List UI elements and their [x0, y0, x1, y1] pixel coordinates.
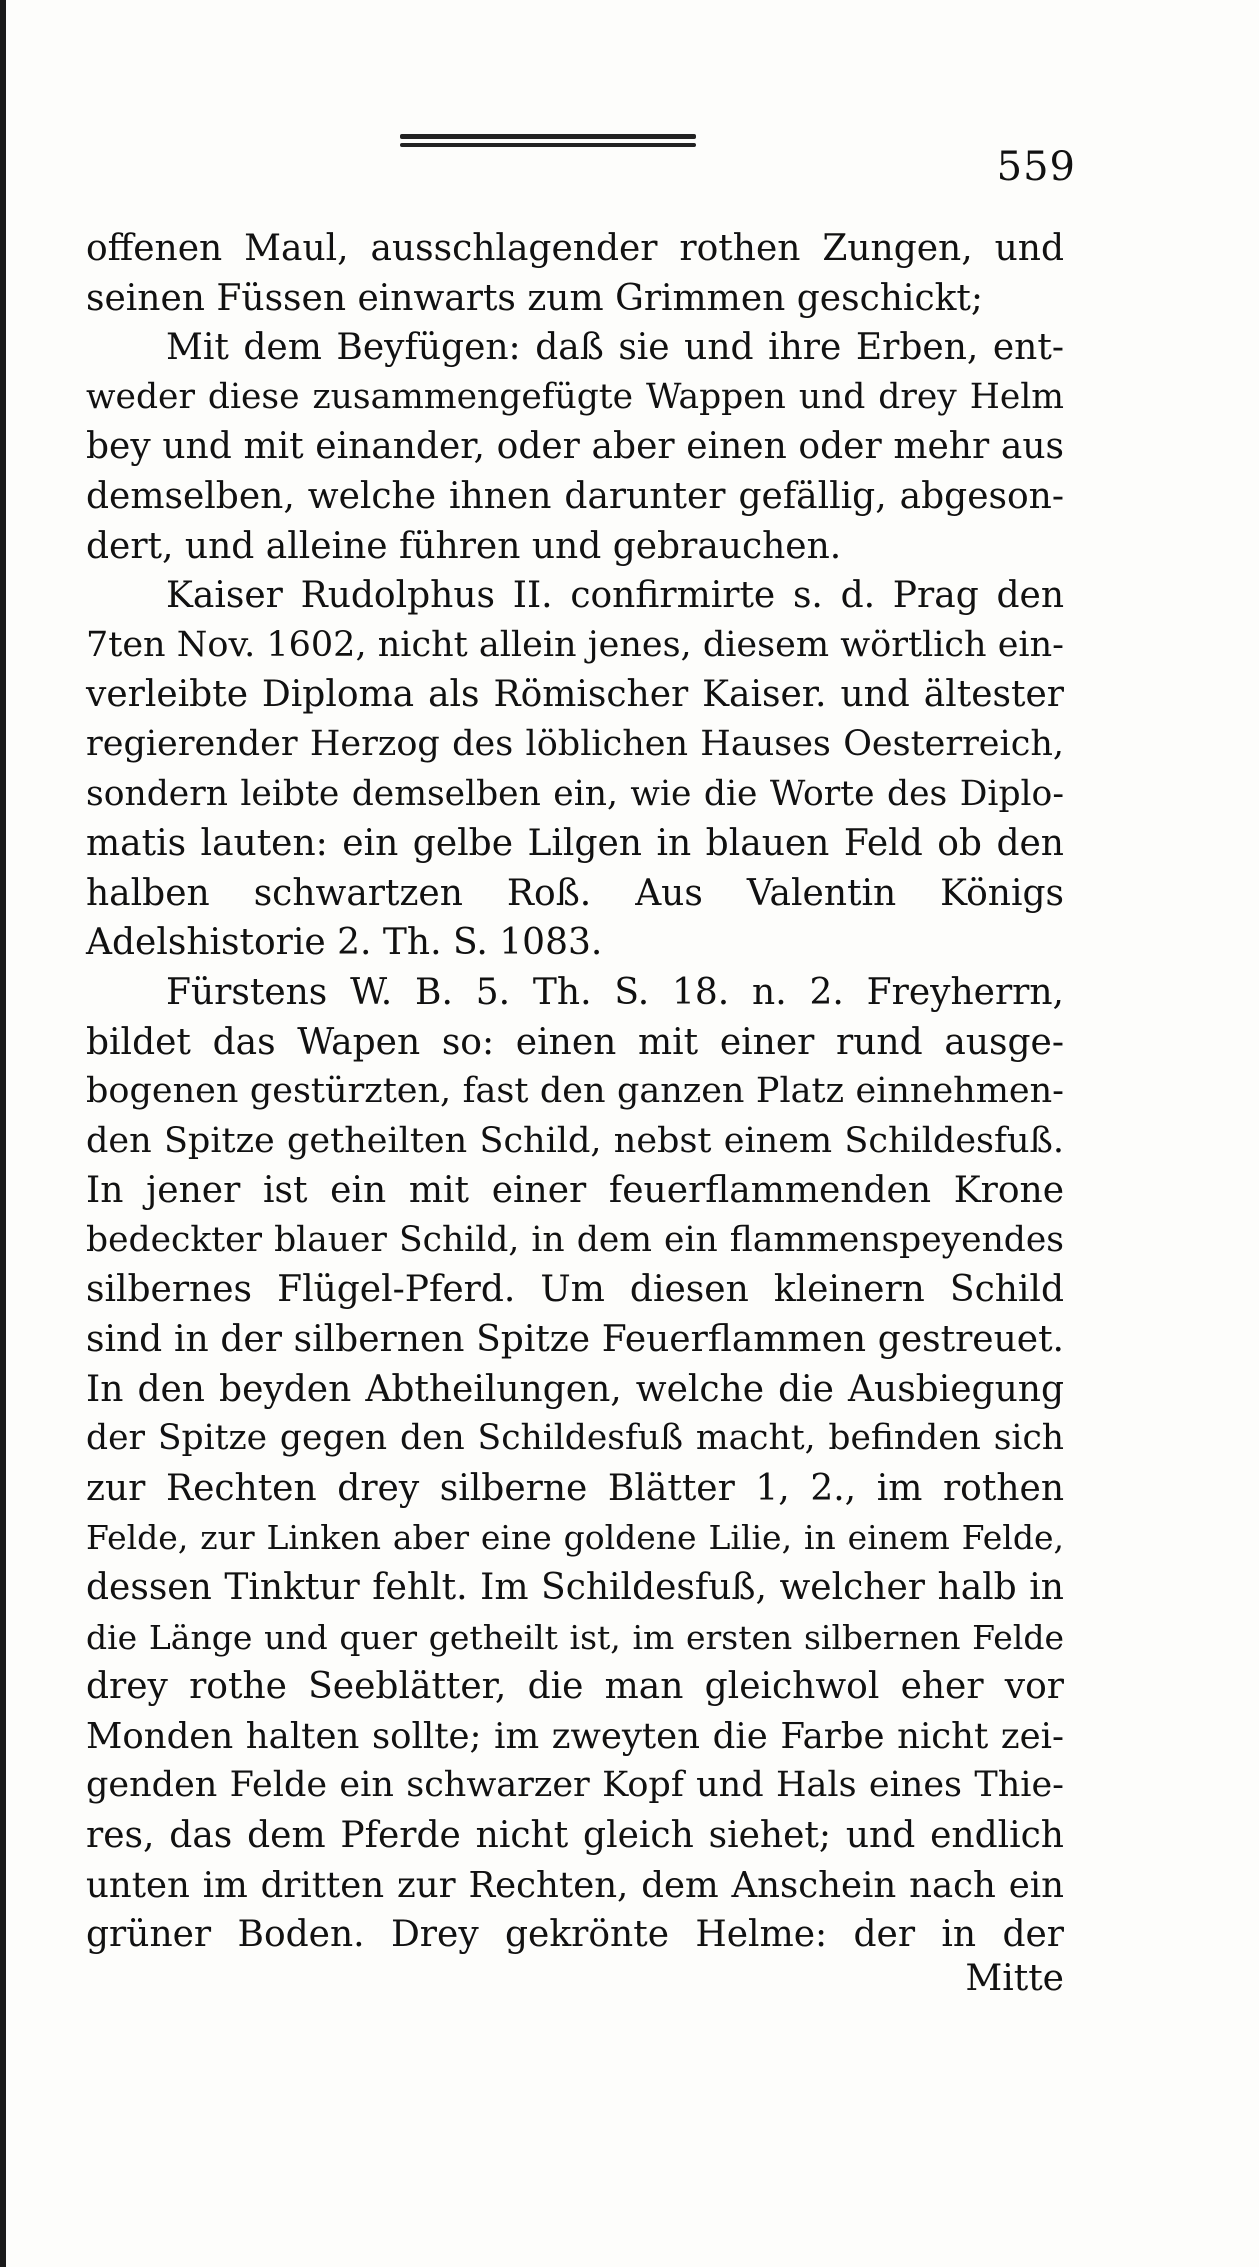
text-line: offenen Maul, ausschlagender rothen Zungen, und — [86, 228, 1064, 269]
text-line: die Länge und quer getheilt ist, im ersten silbernen Felde — [86, 1617, 1064, 1657]
text-line: zur Rechten drey silberne Blätter 1, 2., im rothen — [86, 1467, 1064, 1509]
text-line: silbernes Flügel-Pferd. Um diesen kleinern Schild — [86, 1269, 1064, 1311]
text-line: bogenen gestürzten, fast den ganzen Platz einnehmen- — [86, 1071, 1064, 1112]
text-line: grüner Boden. Drey gekrönte Helme: der in der — [86, 1914, 1064, 1956]
text-line: dessen Tinktur fehlt. Im Schildesfuß, welcher halb in — [86, 1567, 1064, 1609]
paragraph-start-line: Mit dem Beyfügen: daß sie und ihre Erben, ent- — [166, 327, 1064, 369]
paragraph-start-line: Kaiser Rudolphus II. confirmirte s. d. Prag den — [166, 575, 1064, 617]
text-line: verleibte Diploma als Römischer Kaiser. und ältester — [86, 674, 1064, 716]
text-line: In den beyden Abtheilungen, welche die Ausbiegung — [86, 1368, 1064, 1410]
catchword: Mitte — [965, 1958, 1064, 1999]
paragraph-start-line: Fürstens W. B. 5. Th. S. 18. n. 2. Freyherrn, — [166, 971, 1064, 1013]
text-line: weder diese zusammengefügte Wappen und drey Helm — [86, 376, 1064, 417]
body-text — [86, 224, 1064, 1960]
header-rule-upper — [400, 134, 696, 139]
text-line: sind in der silbernen Spitze Feuerflammen gestreuet. — [86, 1319, 1064, 1361]
text-line: genden Felde ein schwarzer Kopf und Hals eines Thie- — [86, 1765, 1064, 1806]
text-line: demselben, welche ihnen darunter gefällig, abgeson- — [86, 475, 1064, 517]
text-line: regierender Herzog des löblichen Hauses Oesterreich, — [86, 723, 1064, 764]
text-line: sondern leibte demselben ein, wie die Worte des Diplo- — [86, 773, 1064, 814]
text-line: Monden halten sollte; im zweyten die Farbe nicht zei- — [86, 1715, 1064, 1757]
text-line: den Spitze getheilten Schild, nebst einem Schildesfuß. — [86, 1120, 1064, 1161]
text-line: matis lauten: ein gelbe Lilgen in blauen Feld ob den — [86, 823, 1064, 865]
page-binding-edge — [0, 0, 6, 2267]
text-line: drey rothe Seeblätter, die man gleichwol eher vor — [86, 1666, 1064, 1708]
text-line: bey und mit einander, oder aber einen oder mehr aus — [86, 426, 1064, 468]
text-line: bedeckter blauer Schild, in dem ein flammenspeyendes — [86, 1219, 1064, 1260]
text-line: 7ten Nov. 1602, nicht allein jenes, diesem wörtlich ein- — [86, 624, 1064, 665]
text-line: Felde, zur Linken aber eine goldene Lilie, in einem Felde, — [86, 1518, 1064, 1558]
text-line: seinen Füssen einwarts zum Grimmen geschickt; — [86, 277, 984, 319]
text-line: der Spitze gegen den Schildesfuß macht, befinden sich — [86, 1418, 1064, 1459]
text-line: halben schwartzen Roß. Aus Valentin Königs — [86, 872, 1064, 914]
header-double-rule — [400, 134, 696, 152]
header-rule-lower — [400, 143, 696, 147]
text-line: unten im dritten zur Rechten, dem Anschein nach ein — [86, 1864, 1064, 1906]
text-line: dert, und alleine führen und gebrauchen. — [86, 525, 842, 567]
text-line: Adelshistorie 2. Th. S. 1083. — [86, 922, 603, 964]
text-line: In jener ist ein mit einer feuerflammenden Krone — [86, 1170, 1064, 1212]
text-line: res, das dem Pferde nicht gleich siehet; und endlich — [86, 1815, 1064, 1856]
page-number: 559 — [996, 144, 1076, 190]
text-line: bildet das Wapen so: einen mit einer rund ausge- — [86, 1021, 1064, 1063]
